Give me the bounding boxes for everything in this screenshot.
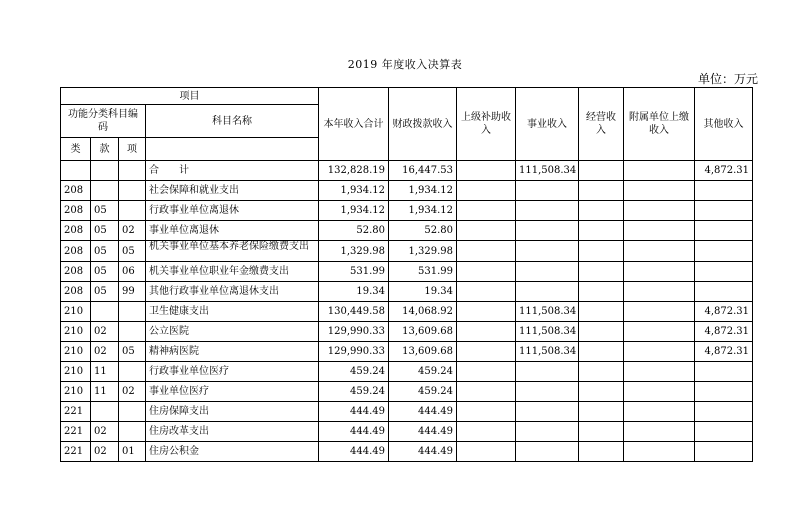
cell-xiang: [119, 322, 146, 342]
cell-business: [516, 422, 579, 442]
cell-kuan: 02: [91, 422, 119, 442]
cell-fiscal: 19.34: [389, 282, 457, 302]
cell-lei: 208: [61, 282, 91, 302]
cell-lei: 208: [61, 241, 91, 262]
cell-kuan: [91, 302, 119, 322]
cell-name: 卫生健康支出: [146, 302, 319, 322]
cell-name: 行政事业单位离退休: [146, 201, 319, 221]
cell-lei: 208: [61, 181, 91, 201]
cell-business: 111,508.34: [516, 161, 579, 181]
header-kuan: 款: [91, 138, 119, 161]
cell-affiliate: [624, 362, 695, 382]
cell-business: [516, 221, 579, 241]
cell-total: 459.24: [319, 382, 389, 402]
cell-affiliate: [624, 442, 695, 462]
cell-affiliate: [624, 382, 695, 402]
cell-affiliate: [624, 322, 695, 342]
cell-other: [695, 402, 753, 422]
cell-affiliate: [624, 342, 695, 362]
cell-other: [695, 262, 753, 282]
cell-lei: 208: [61, 201, 91, 221]
cell-operating: [579, 262, 624, 282]
cell-total: 1,934.12: [319, 201, 389, 221]
cell-superior: [457, 442, 516, 462]
header-operating: 经营收入: [579, 88, 624, 161]
cell-name: 事业单位离退休: [146, 221, 319, 241]
cell-operating: [579, 302, 624, 322]
cell-superior: [457, 221, 516, 241]
header-lei: 类: [61, 138, 91, 161]
cell-name: 社会保障和就业支出: [146, 181, 319, 201]
cell-kuan: [91, 402, 119, 422]
header-empty: [146, 138, 319, 161]
unit-label: 单位：万元: [697, 72, 758, 86]
cell-fiscal: 16,447.53: [389, 161, 457, 181]
cell-total: 132,828.19: [319, 161, 389, 181]
cell-operating: [579, 161, 624, 181]
cell-lei: 221: [61, 402, 91, 422]
cell-superior: [457, 402, 516, 422]
table-row: [61, 241, 753, 262]
cell-superior: [457, 181, 516, 201]
cell-kuan: 05: [91, 241, 119, 262]
cell-other: [695, 181, 753, 201]
cell-fiscal: 1,934.12: [389, 181, 457, 201]
cell-total: 129,990.33: [319, 342, 389, 362]
cell-name: 合 计: [146, 161, 319, 181]
cell-business: [516, 382, 579, 402]
cell-kuan: 02: [91, 342, 119, 362]
cell-business: [516, 262, 579, 282]
cell-fiscal: 1,934.12: [389, 201, 457, 221]
cell-affiliate: [624, 161, 695, 181]
cell-total: 1,934.12: [319, 181, 389, 201]
cell-xiang: [119, 181, 146, 201]
cell-superior: [457, 262, 516, 282]
cell-other: 4,872.31: [695, 302, 753, 322]
cell-kuan: 05: [91, 282, 119, 302]
cell-kuan: 05: [91, 262, 119, 282]
cell-kuan: [91, 181, 119, 201]
cell-lei: 210: [61, 382, 91, 402]
header-project: 项目: [61, 88, 319, 105]
cell-lei: 208: [61, 221, 91, 241]
cell-lei: 210: [61, 342, 91, 362]
cell-operating: [579, 342, 624, 362]
table-row: [61, 322, 753, 342]
cell-other: [695, 282, 753, 302]
cell-fiscal: 13,609.68: [389, 342, 457, 362]
cell-total: 531.99: [319, 262, 389, 282]
cell-other: [695, 362, 753, 382]
cell-xiang: [119, 161, 146, 181]
table-row: [61, 262, 753, 282]
cell-lei: 210: [61, 362, 91, 382]
income-table: [60, 87, 753, 462]
cell-xiang: 06: [119, 262, 146, 282]
cell-business: [516, 181, 579, 201]
cell-superior: [457, 342, 516, 362]
header-superior: 上级补助收入: [457, 88, 516, 161]
cell-fiscal: 444.49: [389, 402, 457, 422]
cell-total: 19.34: [319, 282, 389, 302]
cell-fiscal: 531.99: [389, 262, 457, 282]
cell-business: 111,508.34: [516, 322, 579, 342]
cell-affiliate: [624, 302, 695, 322]
cell-operating: [579, 442, 624, 462]
cell-xiang: 02: [119, 221, 146, 241]
cell-kuan: 05: [91, 201, 119, 221]
table-row: [61, 221, 753, 241]
cell-xiang: [119, 302, 146, 322]
cell-kuan: [91, 161, 119, 181]
cell-fiscal: 52.80: [389, 221, 457, 241]
cell-name: 住房公积金: [146, 442, 319, 462]
cell-xiang: [119, 201, 146, 221]
table-row: [61, 181, 753, 201]
table-row: [61, 402, 753, 422]
cell-other: [695, 442, 753, 462]
cell-fiscal: 459.24: [389, 362, 457, 382]
cell-other: 4,872.31: [695, 161, 753, 181]
cell-affiliate: [624, 262, 695, 282]
cell-name: 机关事业单位基本养老保险缴费支出: [146, 241, 319, 262]
cell-xiang: 05: [119, 241, 146, 262]
cell-operating: [579, 422, 624, 442]
cell-fiscal: 14,068.92: [389, 302, 457, 322]
cell-superior: [457, 362, 516, 382]
cell-operating: [579, 322, 624, 342]
header-func-code: 功能分类科目编码: [61, 105, 146, 138]
header-total-income: 本年收入合计: [319, 88, 389, 161]
cell-total: 1,329.98: [319, 241, 389, 262]
cell-business: [516, 241, 579, 262]
table-row: [61, 382, 753, 402]
header-business: 事业收入: [516, 88, 579, 161]
cell-affiliate: [624, 181, 695, 201]
cell-business: [516, 402, 579, 422]
cell-affiliate: [624, 201, 695, 221]
cell-fiscal: 459.24: [389, 382, 457, 402]
page-title: 2019 年度收入决算表: [347, 58, 463, 71]
cell-xiang: [119, 402, 146, 422]
cell-name: 住房改革支出: [146, 422, 319, 442]
cell-superior: [457, 201, 516, 221]
cell-lei: 210: [61, 322, 91, 342]
cell-xiang: [119, 422, 146, 442]
cell-lei: [61, 161, 91, 181]
cell-other: [695, 382, 753, 402]
cell-business: [516, 442, 579, 462]
table-row: [61, 302, 753, 322]
cell-operating: [579, 282, 624, 302]
cell-superior: [457, 302, 516, 322]
cell-operating: [579, 241, 624, 262]
cell-xiang: [119, 362, 146, 382]
cell-business: [516, 282, 579, 302]
header-other: 其他收入: [695, 88, 753, 161]
cell-total: 444.49: [319, 422, 389, 442]
cell-other: [695, 241, 753, 262]
cell-lei: 210: [61, 302, 91, 322]
cell-other: [695, 201, 753, 221]
cell-superior: [457, 161, 516, 181]
cell-fiscal: 444.49: [389, 442, 457, 462]
header-fiscal: 财政拨款收入: [389, 88, 457, 161]
cell-kuan: 02: [91, 322, 119, 342]
table-header: [61, 88, 753, 161]
cell-xiang: 05: [119, 342, 146, 362]
cell-xiang: 01: [119, 442, 146, 462]
cell-operating: [579, 201, 624, 221]
cell-operating: [579, 402, 624, 422]
cell-fiscal: 444.49: [389, 422, 457, 442]
cell-total: 459.24: [319, 362, 389, 382]
cell-business: [516, 201, 579, 221]
cell-affiliate: [624, 422, 695, 442]
cell-business: 111,508.34: [516, 342, 579, 362]
cell-total: 130,449.58: [319, 302, 389, 322]
table-row: [61, 161, 753, 181]
cell-name: 行政事业单位医疗: [146, 362, 319, 382]
cell-superior: [457, 322, 516, 342]
cell-affiliate: [624, 282, 695, 302]
cell-operating: [579, 382, 624, 402]
table-row: [61, 422, 753, 442]
cell-other: [695, 422, 753, 442]
cell-other: 4,872.31: [695, 322, 753, 342]
cell-other: 4,872.31: [695, 342, 753, 362]
cell-kuan: 11: [91, 382, 119, 402]
cell-xiang: 99: [119, 282, 146, 302]
cell-operating: [579, 362, 624, 382]
cell-name: 公立医院: [146, 322, 319, 342]
cell-operating: [579, 181, 624, 201]
cell-lei: 208: [61, 262, 91, 282]
header-subject-name: 科目名称: [146, 105, 319, 138]
header-affiliate: 附属单位上缴收入: [624, 88, 695, 161]
cell-kuan: 05: [91, 221, 119, 241]
cell-total: 444.49: [319, 402, 389, 422]
table-row: [61, 362, 753, 382]
cell-xiang: 02: [119, 382, 146, 402]
table-row: [61, 201, 753, 221]
cell-kuan: 02: [91, 442, 119, 462]
cell-name: 事业单位医疗: [146, 382, 319, 402]
cell-name: 住房保障支出: [146, 402, 319, 422]
cell-fiscal: 1,329.98: [389, 241, 457, 262]
cell-name: 机关事业单位职业年金缴费支出: [146, 262, 319, 282]
cell-operating: [579, 221, 624, 241]
cell-total: 129,990.33: [319, 322, 389, 342]
cell-fiscal: 13,609.68: [389, 322, 457, 342]
cell-total: 52.80: [319, 221, 389, 241]
cell-superior: [457, 382, 516, 402]
cell-lei: 221: [61, 442, 91, 462]
cell-superior: [457, 241, 516, 262]
header-xiang: 项: [119, 138, 146, 161]
cell-name: 其他行政事业单位离退休支出: [146, 282, 319, 302]
cell-affiliate: [624, 402, 695, 422]
table-row: [61, 342, 753, 362]
cell-business: [516, 362, 579, 382]
cell-superior: [457, 282, 516, 302]
cell-superior: [457, 422, 516, 442]
table-row: [61, 282, 753, 302]
cell-affiliate: [624, 221, 695, 241]
cell-lei: 221: [61, 422, 91, 442]
cell-business: 111,508.34: [516, 302, 579, 322]
cell-kuan: 11: [91, 362, 119, 382]
table-row: [61, 442, 753, 462]
cell-other: [695, 221, 753, 241]
cell-total: 444.49: [319, 442, 389, 462]
table-body: [61, 161, 753, 462]
cell-affiliate: [624, 241, 695, 262]
cell-name: 精神病医院: [146, 342, 319, 362]
